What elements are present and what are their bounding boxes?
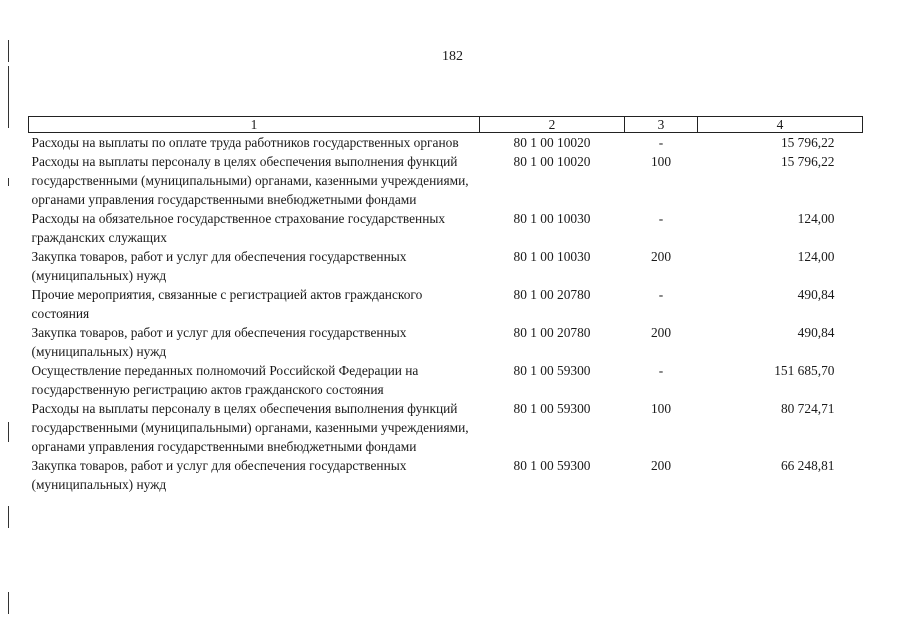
row-type: 100 bbox=[650, 401, 672, 416]
row-code: 80 1 00 10030 bbox=[513, 211, 591, 226]
table-row bbox=[29, 456, 863, 494]
table-row bbox=[29, 152, 863, 209]
row-name: Закупка товаров, работ и услуг для обеспечения государственных (муниципальных) нужд bbox=[31, 325, 407, 359]
row-amount: 490,84 bbox=[797, 325, 835, 340]
page-number: 182 bbox=[442, 49, 463, 64]
row-code: 80 1 00 59300 bbox=[513, 458, 591, 473]
column-header-code: 2 bbox=[480, 117, 625, 133]
column-header-name: 1 bbox=[29, 117, 480, 133]
column-header-amount: 4 bbox=[698, 117, 863, 133]
header-row bbox=[29, 117, 863, 133]
row-type: - bbox=[658, 211, 664, 226]
table-row bbox=[29, 133, 863, 153]
table-row bbox=[29, 323, 863, 361]
column-header-type: 3 bbox=[625, 117, 698, 133]
margin-mark bbox=[8, 178, 9, 186]
row-code: 80 1 00 20780 bbox=[513, 325, 591, 340]
row-name: Осуществление переданных полномочий Российской Федерации на государственную регистрацию актов гражданского состояния bbox=[31, 363, 419, 397]
table-row bbox=[29, 209, 863, 247]
margin-mark bbox=[8, 506, 9, 528]
row-amount: 80 724,71 bbox=[780, 401, 835, 416]
row-amount: 124,00 bbox=[797, 211, 835, 226]
row-type: - bbox=[658, 363, 664, 378]
margin-mark bbox=[8, 66, 9, 128]
row-type: 200 bbox=[650, 325, 672, 340]
row-amount: 15 796,22 bbox=[780, 135, 835, 150]
table-row bbox=[29, 247, 863, 285]
row-amount: 124,00 bbox=[797, 249, 835, 264]
row-code: 80 1 00 59300 bbox=[513, 401, 591, 416]
row-name: Расходы на выплаты персоналу в целях обеспечения выполнения функций государственными (муниципальными) органами, казенными учреждениями, органами управления государственными внебюджетными фондами bbox=[31, 401, 469, 454]
row-amount: 490,84 bbox=[797, 287, 835, 302]
row-amount: 151 685,70 bbox=[774, 363, 835, 378]
row-type: 200 bbox=[650, 458, 672, 473]
table-row bbox=[29, 285, 863, 323]
row-amount: 66 248,81 bbox=[780, 458, 835, 473]
row-type: - bbox=[658, 287, 664, 302]
row-code: 80 1 00 10030 bbox=[513, 249, 591, 264]
row-name: Закупка товаров, работ и услуг для обеспечения государственных (муниципальных) нужд bbox=[31, 458, 407, 492]
table-row bbox=[29, 399, 863, 456]
row-code: 80 1 00 20780 bbox=[513, 287, 591, 302]
row-name: Закупка товаров, работ и услуг для обеспечения государственных (муниципальных) нужд bbox=[31, 249, 407, 283]
row-type: 100 bbox=[650, 154, 672, 169]
row-name: Прочие мероприятия, связанные с регистрацией актов гражданского состояния bbox=[31, 287, 423, 321]
row-name: Расходы на выплаты персоналу в целях обеспечения выполнения функций государственными (муниципальными) органами, казенными учреждениями, органами управления государственными внебюджетными фондами bbox=[31, 154, 469, 207]
margin-mark bbox=[8, 40, 9, 62]
row-amount: 15 796,22 bbox=[780, 154, 835, 169]
row-code: 80 1 00 59300 bbox=[513, 363, 591, 378]
table-row bbox=[29, 361, 863, 399]
row-code: 80 1 00 10020 bbox=[513, 135, 591, 150]
margin-mark bbox=[8, 422, 9, 442]
row-type: 200 bbox=[650, 249, 672, 264]
row-code: 80 1 00 10020 bbox=[513, 154, 591, 169]
budget-table bbox=[28, 116, 863, 494]
row-type: - bbox=[658, 135, 664, 150]
row-name: Расходы на выплаты по оплате труда работников государственных органов bbox=[31, 135, 459, 150]
margin-mark bbox=[8, 592, 9, 614]
row-name: Расходы на обязательное государственное страхование государственных гражданских служащих bbox=[31, 211, 446, 245]
